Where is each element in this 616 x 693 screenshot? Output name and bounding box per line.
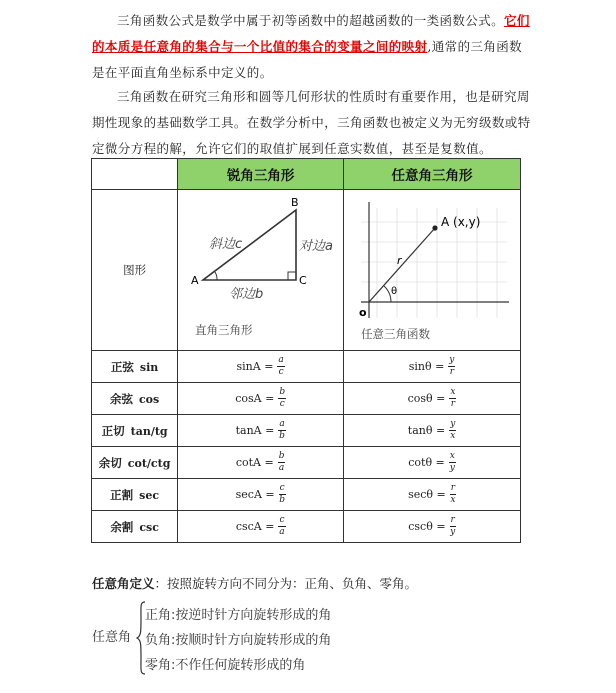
definition-line: [92, 574, 417, 592]
formula-any: secθ = $\frac{r}{x}$: [344, 479, 521, 511]
formula-acute: tanA = $\frac{a}{b}$: [178, 415, 344, 447]
hypotenuse-label: 斜边c: [208, 237, 242, 252]
row-label: 余弦 cos: [92, 383, 178, 415]
intro-tail: ,通常的三角函数是在平面直角坐标系中定义的。: [92, 39, 523, 80]
theta-label: θ: [391, 286, 398, 297]
formula-any: cscθ = $\frac{r}{y}$: [344, 511, 521, 543]
table-row-sec: [92, 479, 521, 511]
table-header-row: [92, 159, 521, 190]
vertex-c-label: C: [298, 274, 307, 287]
classification-item-negative: 负角:按顺时针方向旋转形成的角: [145, 633, 332, 648]
right-triangle-caption: 直角三角形: [194, 323, 253, 337]
any-angle-diagram: [347, 192, 517, 348]
header-acute-triangle: 锐角三角形: [178, 159, 344, 190]
origin-label: o: [359, 306, 367, 319]
row-label: 余割 csc: [92, 511, 178, 543]
row-label: 正割 sec: [92, 479, 178, 511]
radius-label: r: [397, 254, 402, 267]
intro-highlight: 它们的本质是任意角的集合与一个比值的集合的变量之间的映射: [92, 13, 530, 54]
header-any-angle: 任意角三角形: [344, 159, 521, 190]
table-row-csc: [92, 511, 521, 543]
right-triangle-figure: [178, 190, 344, 351]
formula-acute: sinA = $\frac{a}{c}$: [178, 351, 344, 383]
table-row-tan: [92, 415, 521, 447]
theta-arc: [384, 286, 391, 302]
table-row-cos: [92, 383, 521, 415]
definition-label: 任意角定义: [92, 576, 155, 591]
formula-any: tanθ = $\frac{y}{x}$: [344, 415, 521, 447]
classification-item-zero: 零角:不作任何旋转形成的角: [145, 658, 306, 673]
intro-lead: 三角函数公式是数学中属于初等函数中的超越函数的一类函数公式。: [117, 13, 505, 28]
angle-a-arc: [215, 272, 217, 280]
classification-head: 任意角: [92, 630, 132, 645]
point-a-label: A (x,y): [441, 215, 481, 229]
point-a: [432, 225, 437, 230]
figure-row-label: 图形: [92, 190, 178, 351]
formula-acute: secA = $\frac{c}{b}$: [178, 479, 344, 511]
formula-any: cotθ = $\frac{x}{y}$: [344, 447, 521, 479]
adjacent-label: 邻边b: [228, 287, 263, 302]
formula-acute: cotA = $\frac{b}{a}$: [178, 447, 344, 479]
formula-acute: cscA = $\frac{c}{a}$: [178, 511, 344, 543]
intro-paragraph-1: [92, 8, 532, 86]
vertex-b-label: B: [290, 196, 299, 209]
formula-acute: cosA = $\frac{b}{c}$: [178, 383, 344, 415]
row-label: 余切 cot/ctg: [92, 447, 178, 479]
table-row-cot: [92, 447, 521, 479]
row-label: 正切 tan/tg: [92, 415, 178, 447]
figure-row: [92, 190, 521, 351]
table-row-sin: [92, 351, 521, 383]
classification-item-positive: 正角:按逆时针方向旋转形成的角: [145, 608, 332, 623]
formula-any: sinθ = $\frac{y}{r}$: [344, 351, 521, 383]
radius-line: [369, 228, 435, 302]
unit-circle-figure: [344, 190, 521, 351]
right-angle-mark: [288, 272, 296, 280]
any-angle-caption: 任意三角函数: [361, 327, 431, 341]
vertex-a-label: A: [190, 274, 199, 287]
intro-paragraph-2: 三角函数在研究三角形和圆等几何形状的性质时有重要作用，也是研究周期性现象的基础数学工具。在数学分析中，三角函数也被定义为无穷级数或特定微分方程的解，允许它们的取值扩展到任意实数值，甚至是复数值。: [92, 89, 531, 156]
formula-any: cosθ = $\frac{x}{r}$: [344, 383, 521, 415]
trig-table: [91, 158, 521, 543]
right-triangle-diagram: [181, 192, 341, 348]
opposite-label: 对边a: [298, 239, 333, 254]
header-empty-cell: [92, 159, 178, 190]
angle-classification: [92, 598, 372, 678]
row-label: 正弦 sin: [92, 351, 178, 383]
definition-text: ：按照旋转方向不同分为：正角、负角、零角。: [154, 576, 418, 591]
